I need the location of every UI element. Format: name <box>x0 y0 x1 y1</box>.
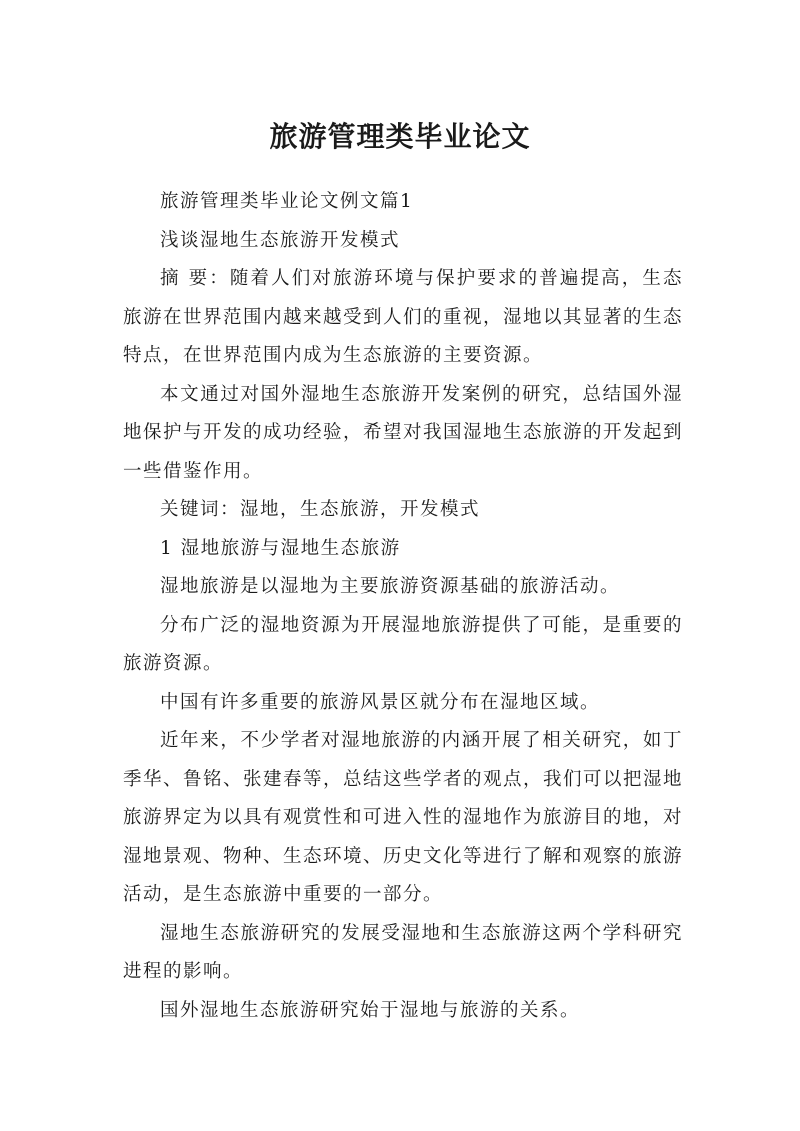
paragraph: 湿地旅游是以湿地为主要旅游资源基础的旅游活动。 <box>160 576 621 597</box>
paragraph-article-title: 浅谈湿地生态旅游开发模式 <box>160 229 401 251</box>
document-body <box>123 183 683 1030</box>
paragraph-abstract: 摘 要：随着人们对旅游环境与保护要求的普遍提高，生态旅游在世界范围内越来越受到人们的重视，湿地以其显著的生态特点，在世界范围内成为生态旅游的主要资源。 <box>123 268 684 366</box>
paragraph: 分布广泛的湿地资源为开展湿地旅游提供了可能，是重要的旅游资源。 <box>123 614 683 674</box>
paragraph: 湿地生态旅游研究的发展受湿地和生态旅游这两个学科研究进程的影响。 <box>123 922 683 982</box>
paragraph-example-heading: 旅游管理类毕业论文例文篇1 <box>160 191 414 212</box>
paragraph: 国外湿地生态旅游研究始于湿地与旅游的关系。 <box>160 999 581 1021</box>
paragraph-purpose: 本文通过对国外湿地生态旅游开发案例的研究，总结国外湿地保护与开发的成功经验，希望对我国湿地生态旅游的开发起到一些借鉴作用。 <box>123 383 684 482</box>
document-title: 旅游管理类毕业论文 <box>269 119 531 153</box>
paragraph: 中国有许多重要的旅游风景区就分布在湿地区域。 <box>160 691 601 713</box>
paragraph: 近年来，不少学者对湿地旅游的内涵开展了相关研究，如丁季华、鲁铭、张建春等，总结这些学者的观点，我们可以把湿地旅游界定为以具有观赏性和可进入性的湿地作为旅游目的地，对湿地景观、物种、生态环境、历史文化等进行了解和观察的旅游活动，是生态旅游中重要的一部分。 <box>123 730 684 905</box>
paragraph-keywords: 关键词：湿地，生态旅游，开发模式 <box>160 499 481 520</box>
section-heading-1: 1 湿地旅游与湿地生态旅游 <box>160 537 401 559</box>
